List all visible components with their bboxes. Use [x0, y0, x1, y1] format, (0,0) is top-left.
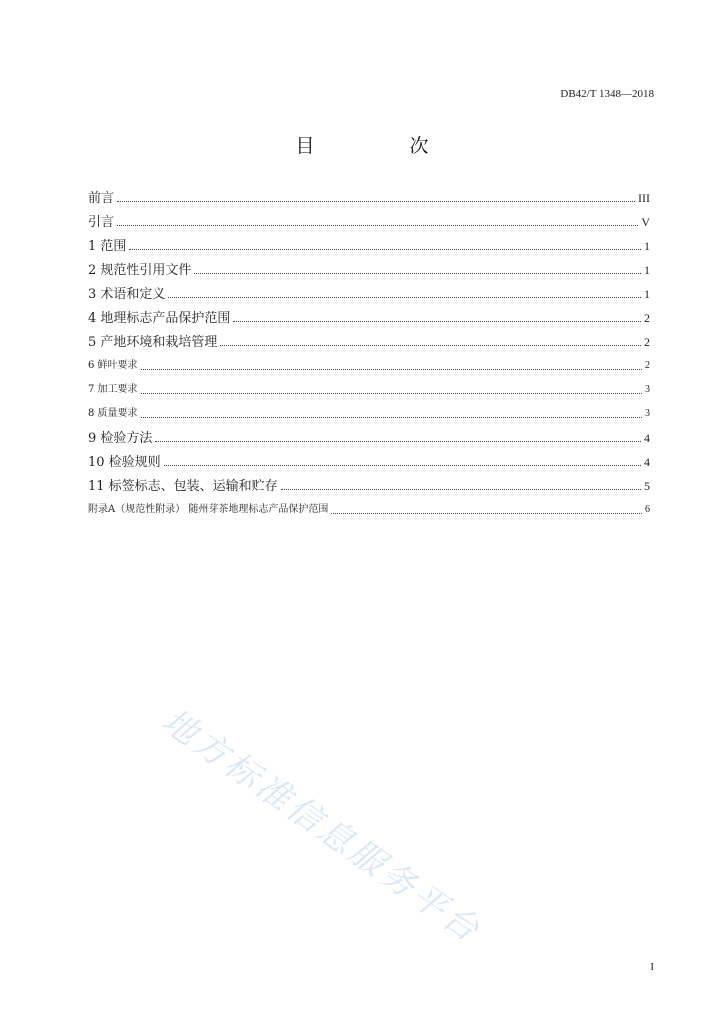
toc-leader-dots	[141, 358, 642, 370]
toc-entry-label: 4 地理标志产品保护范围	[88, 311, 231, 326]
toc-leader-dots	[194, 262, 641, 274]
toc-leader-dots	[233, 310, 641, 322]
toc-leader-dots	[168, 286, 641, 298]
toc-entry[interactable]	[88, 214, 650, 238]
toc-leader-dots	[141, 406, 642, 418]
toc-leader-dots	[129, 238, 641, 250]
toc-entry[interactable]	[88, 358, 650, 382]
toc-entry-label: 引言	[88, 215, 115, 230]
toc-entry-page: 2	[644, 311, 650, 325]
toc-entry-label: 7 加工要求	[88, 384, 138, 395]
standard-code: DB42/T 1348—2018	[560, 88, 654, 100]
toc-entry-label: 8 质量要求	[88, 408, 138, 419]
toc-entry[interactable]	[88, 454, 650, 478]
toc-entry[interactable]	[88, 334, 650, 358]
toc-entry-label: 附录A（规范性附录） 随州芽茶地理标志产品保护范围	[88, 504, 329, 515]
toc-entry[interactable]	[88, 430, 650, 454]
toc-entry-label: 9 检验方法	[88, 431, 153, 446]
table-of-contents	[88, 190, 650, 526]
toc-entry-page: 2	[644, 335, 650, 349]
toc-entry-page: III	[638, 191, 650, 205]
toc-entry-page: 1	[644, 263, 650, 277]
toc-entry-page: 3	[645, 408, 650, 419]
toc-entry-label: 前言	[88, 191, 115, 206]
toc-entry-page: 1	[644, 239, 650, 253]
toc-leader-dots	[117, 190, 635, 202]
toc-entry-label: 5 产地环境和栽培管理	[88, 335, 218, 350]
toc-entry-label: 2 规范性引用文件	[88, 263, 192, 278]
toc-entry[interactable]	[88, 382, 650, 406]
toc-entry-page: 4	[644, 455, 650, 469]
toc-entry[interactable]	[88, 238, 650, 262]
toc-entry-label: 1 范围	[88, 239, 127, 254]
toc-leader-dots	[281, 478, 641, 490]
toc-entry-page: 2	[645, 360, 650, 371]
toc-entry-label: 6 鲜叶要求	[88, 360, 138, 371]
toc-entry-page: 3	[645, 384, 650, 395]
watermark: 地方标准信息服务平台	[154, 700, 489, 952]
toc-leader-dots	[117, 214, 638, 226]
toc-entry[interactable]	[88, 406, 650, 430]
toc-entry[interactable]	[88, 190, 650, 214]
toc-entry[interactable]	[88, 262, 650, 286]
toc-leader-dots	[155, 430, 641, 442]
toc-entry-page: 4	[644, 431, 650, 445]
toc-entry-page: 1	[644, 287, 650, 301]
toc-entry[interactable]	[88, 286, 650, 310]
toc-leader-dots	[220, 334, 641, 346]
page-number: I	[650, 961, 654, 973]
toc-leader-dots	[164, 454, 641, 466]
toc-entry[interactable]	[88, 502, 650, 526]
toc-entry-page: V	[641, 215, 650, 229]
toc-entry-label: 10 检验规则	[88, 455, 161, 470]
toc-entry[interactable]	[88, 478, 650, 502]
toc-entry-label: 3 术语和定义	[88, 287, 166, 302]
toc-leader-dots	[331, 502, 642, 514]
toc-entry[interactable]	[88, 310, 650, 334]
toc-entry-page: 6	[645, 504, 650, 515]
toc-entry-page: 5	[644, 479, 650, 493]
toc-entry-label: 11 标签标志、包装、运输和贮存	[88, 479, 278, 494]
toc-leader-dots	[141, 382, 642, 394]
page-title: 目 次	[295, 135, 467, 157]
